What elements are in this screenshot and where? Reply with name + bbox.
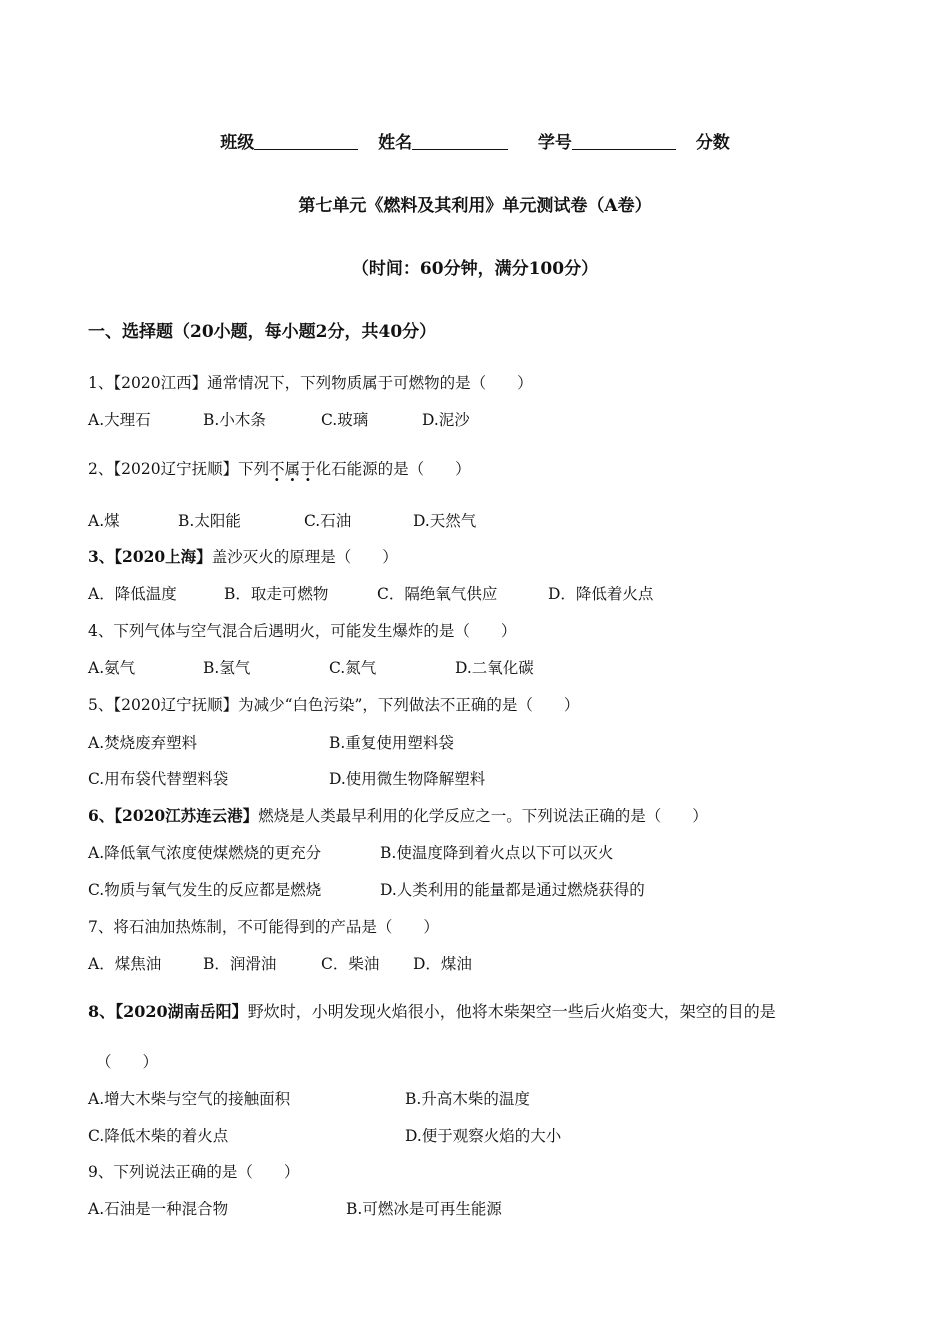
question-number: 6、 [88,806,115,825]
q3-option-b[interactable]: B．取走可燃物 [224,585,329,603]
emphasis-char: 于 [300,460,316,478]
question-6-stem [88,806,708,826]
q6-option-a[interactable]: A.降低氧气浓度使煤燃烧的更充分 [88,844,322,862]
q7-option-b[interactable]: B．润滑油 [203,955,277,973]
q4-option-c[interactable]: C.氮气 [329,659,377,677]
question-number: 9、 [88,1163,114,1181]
question-1-stem [88,373,533,393]
q1-option-b[interactable]: B.小木条 [203,411,266,429]
q5-option-b[interactable]: B.重复使用塑料袋 [329,734,454,752]
q1-option-c[interactable]: C.玻璃 [321,411,369,429]
q7-option-c[interactable]: C．柴油 [321,955,380,973]
q2-option-a[interactable]: A.煤 [88,512,120,530]
q5-option-c[interactable]: C.用布袋代替塑料袋 [88,770,229,788]
q3-option-a[interactable]: A．降低温度 [88,585,177,603]
question-4-stem [88,621,516,641]
exam-subtitle: （时间：60分钟，满分100分） [351,259,599,279]
q1-option-a[interactable]: A.大理石 [88,411,151,429]
q2-option-d[interactable]: D.天然气 [413,512,477,530]
name-label: 姓名 [378,133,413,153]
question-text: 下列 [238,460,270,478]
question-text: 燃烧是人类最早利用的化学反应之一。下列说法正确的是（ ） [258,807,708,825]
emphasis-char: 不 [269,460,285,478]
question-text: 野炊时，小明发现火焰很小，他将木柴架空一些后火焰变大，架空的目的是 [247,1002,776,1021]
student-info-header [0,133,950,153]
question-5-stem [88,695,579,715]
question-source: 【2020辽宁抚顺】 [113,696,239,714]
question-number: 5、 [88,696,114,714]
emphasis-char: 属 [284,460,301,478]
q1-option-d[interactable]: D.泥沙 [422,411,470,429]
question-3-stem [88,547,398,567]
id-blank[interactable] [572,133,676,150]
q4-option-a[interactable]: A.氨气 [88,659,136,677]
q8-option-c[interactable]: C.降低木柴的着火点 [88,1127,229,1145]
q6-option-b[interactable]: B.使温度降到着火点以下可以灭火 [380,844,614,862]
question-number: 8、 [88,1002,116,1021]
q9-option-b[interactable]: B.可燃冰是可再生能源 [346,1200,502,1218]
question-number: 7、 [88,918,114,936]
question-7-stem [88,917,439,937]
exam-title: 第七单元《燃料及其利用》单元测试卷（A卷） [298,196,652,216]
question-2-stem [88,459,471,479]
q5-option-a[interactable]: A.焚烧废弃塑料 [88,734,198,752]
q7-option-d[interactable]: D．煤油 [413,955,472,973]
question-text: 通常情况下，下列物质属于可燃物的是（ ） [207,374,533,392]
question-source: 【2020辽宁抚顺】 [113,460,239,478]
score-label: 分数 [695,133,730,153]
question-source: 【2020江苏连云港】 [114,806,259,825]
q6-option-d[interactable]: D.人类利用的能量都是通过燃烧获得的 [380,881,645,899]
class-blank[interactable] [254,133,358,150]
q5-option-d[interactable]: D.使用微生物降解塑料 [329,770,486,788]
question-9-stem [88,1162,299,1182]
class-label: 班级 [220,133,255,153]
q2-option-c[interactable]: C.石油 [304,512,352,530]
question-8-stem [88,1002,776,1022]
question-source: 【2020湖南岳阳】 [115,1002,248,1021]
q3-option-d[interactable]: D．降低着火点 [548,585,654,603]
name-blank[interactable] [412,133,508,150]
question-text: 化石能源的是（ ） [315,460,471,478]
question-source: 【2020上海】 [114,547,212,566]
q8-option-d[interactable]: D.便于观察火焰的大小 [405,1127,562,1145]
q7-option-a[interactable]: A．煤焦油 [88,955,162,973]
question-text: 下列说法正确的是（ ） [113,1163,300,1181]
question-number: 3、 [88,547,115,566]
q8-option-a[interactable]: A.增大木柴与空气的接触面积 [88,1090,291,1108]
q9-option-a[interactable]: A.石油是一种混合物 [88,1200,229,1218]
question-text: 下列气体与空气混合后遇明火，可能发生爆炸的是（ ） [113,622,517,640]
question-source: 【2020江西】 [113,374,208,392]
q6-option-c[interactable]: C.物质与氧气发生的反应都是燃烧 [88,881,322,899]
q4-option-b[interactable]: B.氢气 [203,659,251,677]
question-number: 4、 [88,622,114,640]
question-text: 盖沙灭火的原理是（ ） [211,548,398,566]
question-number: 1、 [88,374,114,392]
q4-option-d[interactable]: D.二氧化碳 [455,659,534,677]
question-text: 将石油加热炼制，不可能得到的产品是（ ） [113,918,439,936]
section-heading: 一、选择题（20小题，每小题2分，共40分） [88,322,437,342]
id-label: 学号 [537,133,572,153]
question-text: 为减少“白色污染”，下列做法不正确的是（ ） [238,696,580,714]
question-number: 2、 [88,460,114,478]
q3-option-c[interactable]: C．隔绝氧气供应 [377,585,498,603]
question-8-answer-paren: （ ） [96,1053,159,1071]
q8-option-b[interactable]: B.升高木柴的温度 [405,1090,530,1108]
q2-option-b[interactable]: B.太阳能 [178,512,241,530]
